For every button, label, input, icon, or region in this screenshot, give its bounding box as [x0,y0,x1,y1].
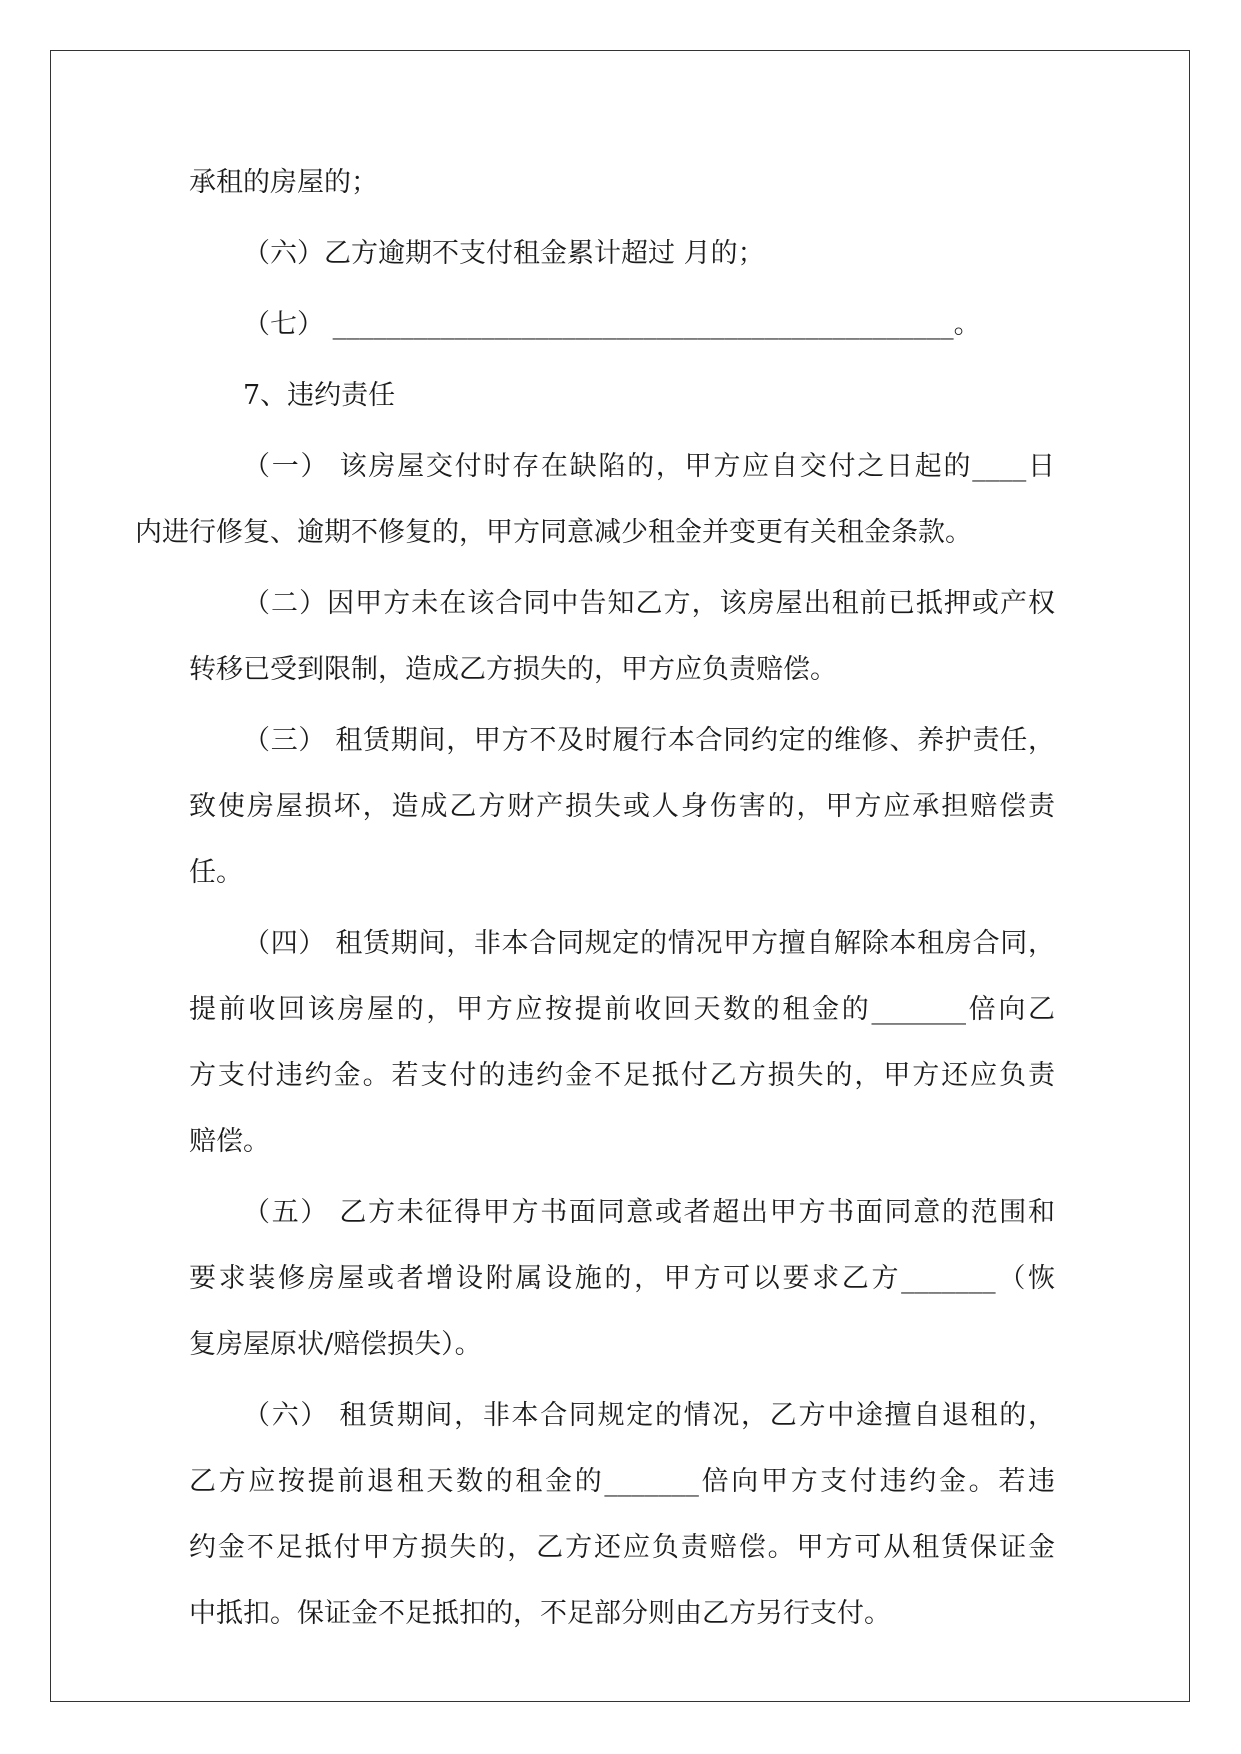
breach-clause-5 [189,1180,1055,1378]
document-body [135,150,1055,1652]
text-line: （七） ______________________________________________。 [243,309,981,340]
text-line: 任。 [189,857,243,888]
text-line: 赔偿。 [189,1126,270,1157]
text-line: 中抵扣。保证金不足抵扣的，不足部分则由乙方另行支付。 [189,1598,891,1629]
text-line: 乙方应按提前退租天数的租金的_______倍向甲方支付违约金。若违 [189,1466,1055,1497]
paragraph-continuation [189,150,1055,216]
text-line: （一） 该房屋交付时存在缺陷的，甲方应自交付之日起的____日 [243,451,1055,482]
breach-clause-2 [189,571,1055,703]
text-line: （四） 租赁期间，非本合同规定的情况甲方擅自解除本租房合同， [243,928,1055,959]
breach-clause-3 [189,708,1055,906]
text-line: 复房屋原状/赔偿损失）。 [189,1329,482,1360]
text-line: （五） 乙方未征得甲方书面同意或者超出甲方书面同意的范围和 [243,1197,1055,1228]
text-line: 提前收回该房屋的，甲方应按提前收回天数的租金的_______倍向乙 [189,994,1055,1025]
text-line: 内进行修复、逾期不修复的，甲方同意减少租金并变更有关租金条款。 [135,517,972,548]
text-line: 承租的房屋的； [189,167,378,198]
breach-clause-4 [189,911,1055,1175]
text-line: （六） 租赁期间，非本合同规定的情况，乙方中途擅自退租的， [243,1400,1055,1431]
clause-7-blank [189,292,1055,358]
text-line: （六）乙方逾期不支付租金累计超过 月的； [243,238,765,269]
text-line: 方支付违约金。若支付的违约金不足抵付乙方损失的，甲方还应负责 [189,1060,1055,1091]
section-heading-breach-liability [189,363,1055,429]
text-line: 致使房屋损坏，造成乙方财产损失或人身伤害的，甲方应承担赔偿责 [189,791,1055,822]
text-line: 转移已受到限制，造成乙方损失的，甲方应负责赔偿。 [189,654,837,685]
text-line: （二）因甲方未在该合同中告知乙方，该房屋出租前已抵押或产权 [243,588,1055,619]
breach-clause-6 [189,1383,1055,1647]
text-line: （三） 租赁期间，甲方不及时履行本合同约定的维修、养护责任， [243,725,1055,756]
breach-clause-1 [135,434,1055,566]
text-line: 要求装修房屋或者增设附属设施的，甲方可以要求乙方_______（恢 [189,1263,1055,1294]
text-line: 约金不足抵付甲方损失的，乙方还应负责赔偿。甲方可从租赁保证金 [189,1532,1055,1563]
section-title: 7、违约责任 [243,380,396,411]
clause-6-overdue-rent [189,221,1055,287]
